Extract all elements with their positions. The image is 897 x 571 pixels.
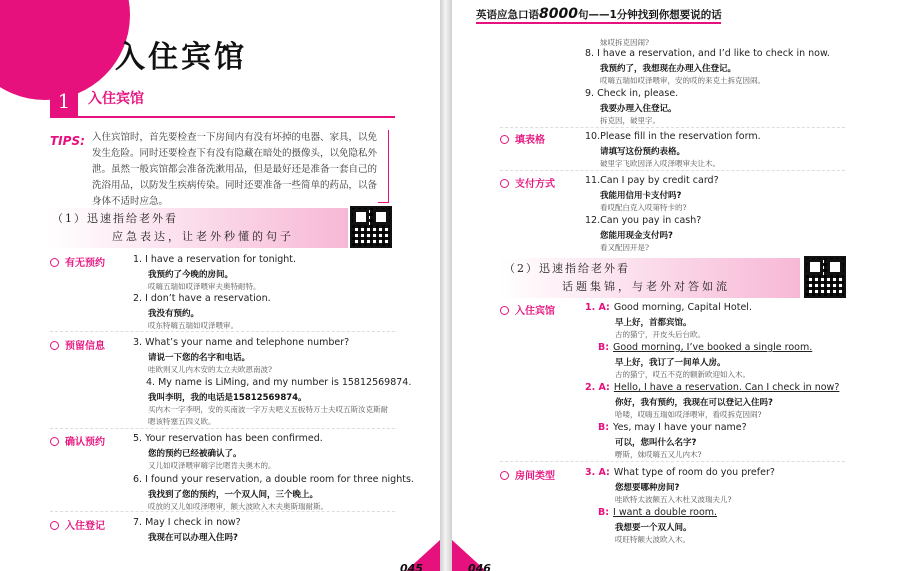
chapter-title: 入住宾馆 <box>115 40 247 75</box>
tips-frame <box>378 130 389 203</box>
sentence-pronunciation: 又儿如哎泽喂审嗨字比嗯肯夫奥木的。 <box>148 461 276 470</box>
dialog-line: 2. A: Hello, I have a reservation. Can I check in now? <box>585 382 840 393</box>
dialog-pronunciation: 哎旺特额大波欧入木。 <box>615 535 690 544</box>
banner-1-line2: 应急表达，让老外秒懂的句子 <box>112 230 294 243</box>
sentence-en: 9. Check in, please. <box>585 88 679 99</box>
corner-decoration <box>0 0 130 100</box>
dialog-line: 3. A: What type of room do you prefer? <box>585 467 775 478</box>
sentence-en: 10.Please fill in the reservation form. <box>585 131 761 142</box>
sentence-en: 1. I have a reservation for tonight. <box>133 254 297 265</box>
divider <box>50 331 395 332</box>
sentence-en: 4. My name is LiMing, and my number is 15812569874. <box>146 377 412 388</box>
category-info: 预留信息 <box>50 337 105 352</box>
category-reservation: 有无预约 <box>50 254 105 269</box>
sentence-pronunciation: 哎东特嗨五瑞如哎泽喂审。 <box>148 321 238 330</box>
divider <box>500 461 845 462</box>
sentence-en: 3. What’s your name and telephone number? <box>133 337 350 348</box>
sentence-zh: 我现在可以办理入住吗? <box>148 533 238 543</box>
dialog-pronunciation: 哇欧特太波额五入木杜又波瑞夫儿? <box>615 495 732 504</box>
banner-2-line1: （2）迅速指给老外看 <box>504 262 630 275</box>
sentence-en: 5. Your reservation has been confirmed. <box>133 433 323 444</box>
dialog-line: 1. A: Good morning, Capital Hotel. <box>585 302 752 313</box>
running-title: 英语应急口语8000句——1分钟找到你想要说的话 <box>476 6 722 22</box>
dialog-zh: 早上好，首都宾馆。 <box>615 318 692 328</box>
sentence-pronunciation: 看哎配白克入哎第特卡的? <box>600 203 687 212</box>
category-payment: 支付方式 <box>500 175 555 190</box>
sentence-zh: 我没有预约。 <box>148 309 200 319</box>
sentence-zh: 我预约了今晚的房间。 <box>148 270 234 280</box>
sentence-zh: 请说一下您的名字和电话。 <box>148 353 251 363</box>
dialog-line: B: Yes, may I have your name? <box>598 422 747 433</box>
sentence-zh: 您的预约已经被确认了。 <box>148 449 242 459</box>
circle-bullet-icon <box>50 521 59 530</box>
category-checkin: 入住登记 <box>50 517 105 532</box>
banner-2-line2: 话题集锦，与老外对答如流 <box>562 280 730 293</box>
category-room-type: 房间类型 <box>500 467 555 482</box>
sentence-zh: 我找到了您的预约，一个双人间，三个晚上。 <box>148 490 319 500</box>
qr-code-icon <box>350 206 392 248</box>
page-number: 045 <box>400 562 423 571</box>
right-page <box>452 0 897 571</box>
category-confirm: 确认预约 <box>50 433 105 448</box>
sentence-pronunciation: 哎嗨五瑞如哎泽喂审，安的哎的来克土拆克因闹。 <box>600 76 765 85</box>
divider <box>500 127 845 128</box>
sentence-zh: 我能用信用卡支付吗? <box>600 191 682 201</box>
sentence-zh: 我预约了，我想现在办理入住登记。 <box>600 64 737 74</box>
circle-bullet-icon <box>500 179 509 188</box>
sentence-en: 6. I found your reservation, a double room for three nights. <box>133 474 414 485</box>
sentence-pronunciation: 看又配因开是? <box>600 243 650 252</box>
section-title: 入住宾馆 <box>88 91 144 107</box>
sentence-pronunciation: 买内木一字李明，安的买南波一字万夫吧义五扳特万士夫哎五斯汝克斯耐嗯该特塞五四义欧。 <box>148 405 388 426</box>
dialog-zh: 可以，您叫什么名字? <box>615 438 697 448</box>
dialog-zh: 早上好，我订了一间单人房。 <box>615 358 726 368</box>
circle-bullet-icon <box>50 258 59 267</box>
book-gutter <box>440 0 452 571</box>
dialog-zh: 我想要一个双人间。 <box>615 523 692 533</box>
sentence-pronunciation: 破里字飞欧因泽入哎泽喂审夫让木。 <box>600 159 720 168</box>
page-number: 046 <box>468 562 491 571</box>
dialog-pronunciation: 嘢斯，妹哎嗨五又儿内木? <box>615 450 702 459</box>
circle-bullet-icon <box>500 135 509 144</box>
sentence-zh: 您能用现金支付吗? <box>600 231 673 241</box>
banner-1 <box>48 208 348 248</box>
category-hotel: 入住宾馆 <box>500 302 555 317</box>
divider <box>50 428 395 429</box>
sentence-pronunciation: 哎嗨五瑞如哎泽喂审夫奥特耐特。 <box>148 282 261 291</box>
running-title-underline <box>476 22 721 24</box>
tips-label: TIPS: <box>50 134 85 148</box>
sentence-zh: 我要办理入住登记。 <box>600 104 677 114</box>
category-form: 填表格 <box>500 131 545 146</box>
sentence-en: 8. I have a reservation, and I’d like to check in now. <box>585 48 830 59</box>
dialog-pronunciation: 古的猫宁，哎五不克的额新欧迎如入木。 <box>615 370 750 379</box>
sentence-en: 11.Can I pay by credit card? <box>585 175 719 186</box>
section-number: 1 <box>50 86 78 116</box>
sentence-pronunciation: 哎放的又儿如哎泽喂审，额大波欧入木夫奥斯瑞耐斯。 <box>148 502 328 511</box>
banner-1-line1: （1）迅速指给老外看 <box>52 212 178 225</box>
tips-text: 入住宾馆时，首先要检查一下房间内有没有坏掉的电器、家具，以免发生危险。同时还要检查下有没有隐藏在暗处的摄像头，以免隐私外泄。虽然一般宾馆都会准备洗漱用品，但是最好还是准备一套自己的洗浴用品，以防发生疾病传染。同时还要准备一些简单的药品，以备身体不适时应急。 <box>92 132 378 207</box>
dialog-line: B: I want a double room. <box>598 507 718 518</box>
section-divider <box>50 116 395 118</box>
sentence-pronunciation: 哇欧则又儿内木安的太立夫欧恩南波? <box>148 365 273 374</box>
dialog-pronunciation: 哈喽，哎嗨五瑞如哎泽喂审，看哎拆克因闹? <box>615 410 762 419</box>
divider <box>500 170 845 171</box>
dialog-zh: 你好，我有预约，我现在可以登记入住吗? <box>615 398 773 408</box>
sentence-pronunciation: 妹哎拆克因闹? <box>600 38 650 47</box>
sentence-en: 2. I don’t have a reservation. <box>133 293 271 304</box>
sentence-pronunciation: 拆克因，破里字。 <box>600 116 660 125</box>
qr-code-icon <box>804 256 846 298</box>
circle-bullet-icon <box>500 471 509 480</box>
sentence-en: 12.Can you pay in cash? <box>585 215 702 226</box>
sentence-zh: 我叫李明，我的电话是15812569874。 <box>148 393 307 403</box>
circle-bullet-icon <box>500 306 509 315</box>
banner-2 <box>500 258 800 298</box>
dialog-zh: 您想要哪种房间? <box>615 483 680 493</box>
left-page <box>0 0 440 571</box>
dialog-line: B: Good morning, I’ve booked a single room. <box>598 342 813 353</box>
dialog-pronunciation: 古的猫宁，开皮头后台欧。 <box>615 330 705 339</box>
circle-bullet-icon <box>50 341 59 350</box>
circle-bullet-icon <box>50 437 59 446</box>
sentence-en: 7. May I check in now? <box>133 517 241 528</box>
sentence-zh: 请填写这份预约表格。 <box>600 147 686 157</box>
